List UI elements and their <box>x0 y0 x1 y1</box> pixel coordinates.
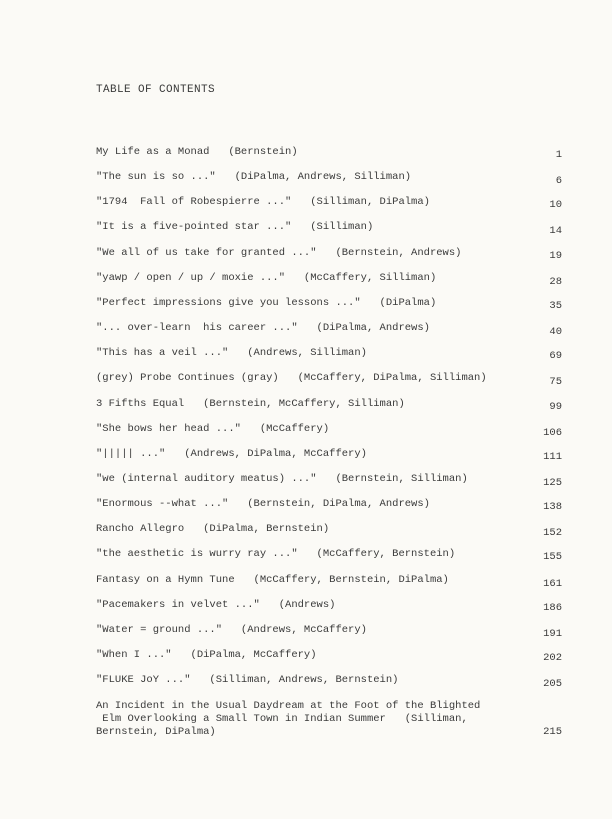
entry-page-number: 125 <box>543 476 562 489</box>
entry-title: "We all of us take for granted ..." (Bernstein, Andrews) <box>96 246 462 259</box>
entry-title: "we (internal auditory meatus) ..." (Bernstein, Silliman) <box>96 472 468 485</box>
entry-title: "This has a veil ..." (Andrews, Silliman) <box>96 347 367 360</box>
entry-page-number: 40 <box>549 326 562 339</box>
entry-title: "Enormous --what ..." (Bernstein, DiPalma, Andrews) <box>96 498 430 511</box>
toc-entry <box>96 548 562 566</box>
toc-entry <box>96 700 562 742</box>
entry-title: "She bows her head ..." (McCaffery) <box>96 422 330 435</box>
entry-page-number: 14 <box>549 225 562 238</box>
toc-entry <box>96 221 562 239</box>
entry-page-number: 161 <box>543 577 562 590</box>
entry-page-number: 215 <box>543 726 562 738</box>
toc-entry <box>96 473 562 491</box>
entry-page-number: 28 <box>549 275 562 288</box>
entry-page-number: 111 <box>543 450 562 463</box>
toc-entry <box>96 574 562 592</box>
entry-page-number: 152 <box>543 527 562 540</box>
page-heading: TABLE OF CONTENTS <box>96 84 216 96</box>
entry-title: "||||| ..." (Andrews, DiPalma, McCaffery) <box>96 447 367 460</box>
entry-title: An Incident in the Usual Daydream at the Foot of the Blighted Elm Overlooking a Small Town in Indian Summer (Silliman, Bernstein, DiPalma) <box>96 700 481 738</box>
entry-page-number: 205 <box>543 678 562 691</box>
entry-page-number: 69 <box>549 350 562 363</box>
entry-page-number: 202 <box>543 652 562 664</box>
entry-title: 3 Fifths Equal (Bernstein, McCaffery, Silliman) <box>96 397 405 410</box>
entry-page-number: 191 <box>543 627 562 640</box>
entry-title: "Water = ground ..." (Andrews, McCaffery) <box>96 623 367 636</box>
entry-page-number: 186 <box>543 601 562 614</box>
entry-title: "Pacemakers in velvet ..." (Andrews) <box>96 598 336 611</box>
toc-entry <box>96 523 562 541</box>
entry-page-number: 35 <box>549 299 562 312</box>
entry-title: "... over-learn his career ..." (DiPalma, Andrews) <box>96 322 430 335</box>
toc-entry <box>96 674 562 692</box>
entry-page-number: 19 <box>549 249 562 262</box>
toc-entry <box>96 272 562 290</box>
entry-title: "the aesthetic is wurry ray ..." (McCaffery, Bernstein) <box>96 548 456 561</box>
entry-page-number: 138 <box>543 501 562 514</box>
toc-entry <box>96 146 562 164</box>
toc-entry <box>96 322 562 340</box>
toc-entry <box>96 247 562 265</box>
toc-entry <box>96 624 562 642</box>
entry-page-number: 1 <box>555 149 562 161</box>
toc-entry <box>96 196 562 214</box>
entry-title: "1794 Fall of Robespierre ..." (Silliman, DiPalma) <box>96 196 430 209</box>
toc-entry <box>96 398 562 416</box>
entry-title: "When I ..." (DiPalma, McCaffery) <box>96 649 317 661</box>
entry-page-number: 6 <box>555 175 562 188</box>
entry-page-number: 106 <box>543 426 562 439</box>
entry-title: "Perfect impressions give you lessons ..." (DiPalma) <box>96 296 437 309</box>
toc-entry <box>96 423 562 441</box>
toc-entry <box>96 171 562 189</box>
entry-title: My Life as a Monad (Bernstein) <box>96 146 298 158</box>
toc-entry <box>96 297 562 315</box>
entry-title: "FLUKE JoY ..." (Silliman, Andrews, Bernstein) <box>96 674 399 687</box>
entry-title: Rancho Allegro (DiPalma, Bernstein) <box>96 523 330 536</box>
toc-entry <box>96 649 562 667</box>
entry-title: (grey) Probe Continues (gray) (McCaffery, DiPalma, Silliman) <box>96 372 487 385</box>
toc-entry <box>96 599 562 617</box>
entry-page-number: 75 <box>549 376 562 389</box>
toc-entry <box>96 498 562 516</box>
entry-page-number: 155 <box>543 551 562 564</box>
toc-entry <box>96 448 562 466</box>
toc-entry <box>96 347 562 365</box>
entry-title: Fantasy on a Hymn Tune (McCaffery, Bernstein, DiPalma) <box>96 573 449 586</box>
entry-title: "yawp / open / up / moxie ..." (McCaffery, Silliman) <box>96 271 437 284</box>
entry-title: "It is a five-pointed star ..." (Silliman) <box>96 221 374 234</box>
entry-page-number: 99 <box>549 400 562 413</box>
entry-title: "The sun is so ..." (DiPalma, Andrews, Silliman) <box>96 171 412 184</box>
toc-entry <box>96 372 562 390</box>
entry-page-number: 10 <box>549 199 562 212</box>
